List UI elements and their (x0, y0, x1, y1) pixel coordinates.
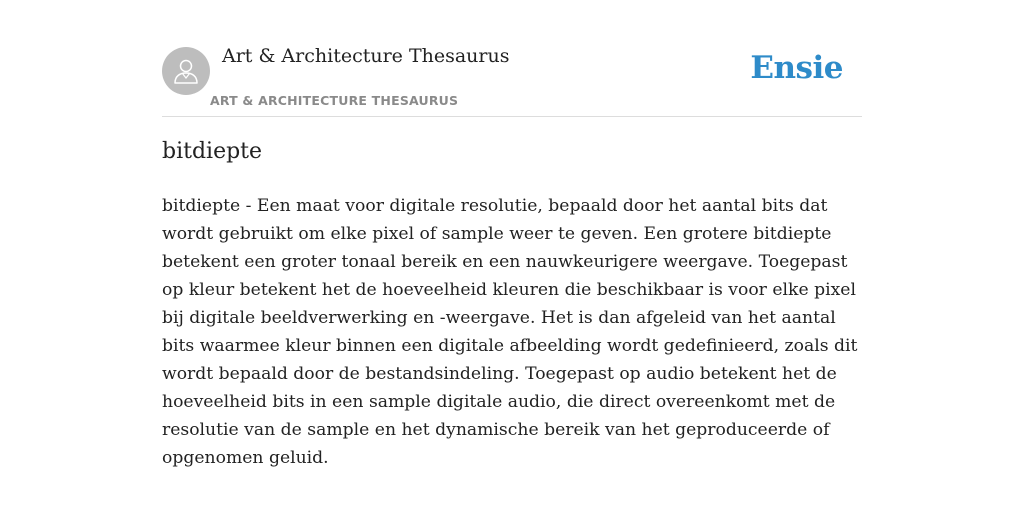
entry-header (162, 0, 862, 117)
user-icon (173, 57, 199, 85)
source-name[interactable]: Art & Architecture Thesaurus (222, 45, 510, 67)
entry-definition: bitdiepte - Een maat voor digitale resolutie, bepaald door het aantal bits dat wordt gebruikt om elke pixel of sample weer te geven. Een grotere bitdiepte betekent een groter tonaal bereik en een nauwkeurigere weergave. Toegepast op kleur betekent het de hoeveelheid kleuren die beschikbaar is voor elke pixel bij digitale beeldverwerking en -weergave. Het is dan afgeleid van het aantal bits waarmee kleur binnen een digitale afbeelding wordt gedefinieerd, zoals dit wordt bepaald door de bestandsindeling. Toegepast op audio betekent het de hoeveelheid bits in een sample digitale audio, die direct overeenkomt met de resolutie van de sample en het dynamische bereik van het geproduceerde of opgenomen geluid. (162, 196, 858, 468)
entry-title: bitdiepte (162, 139, 263, 164)
entry-container (162, 0, 862, 468)
avatar[interactable] (162, 47, 210, 95)
source-caption[interactable]: ART & ARCHITECTURE THESAURUS (210, 93, 459, 108)
ensie-logo[interactable]: Ensie (750, 50, 843, 86)
